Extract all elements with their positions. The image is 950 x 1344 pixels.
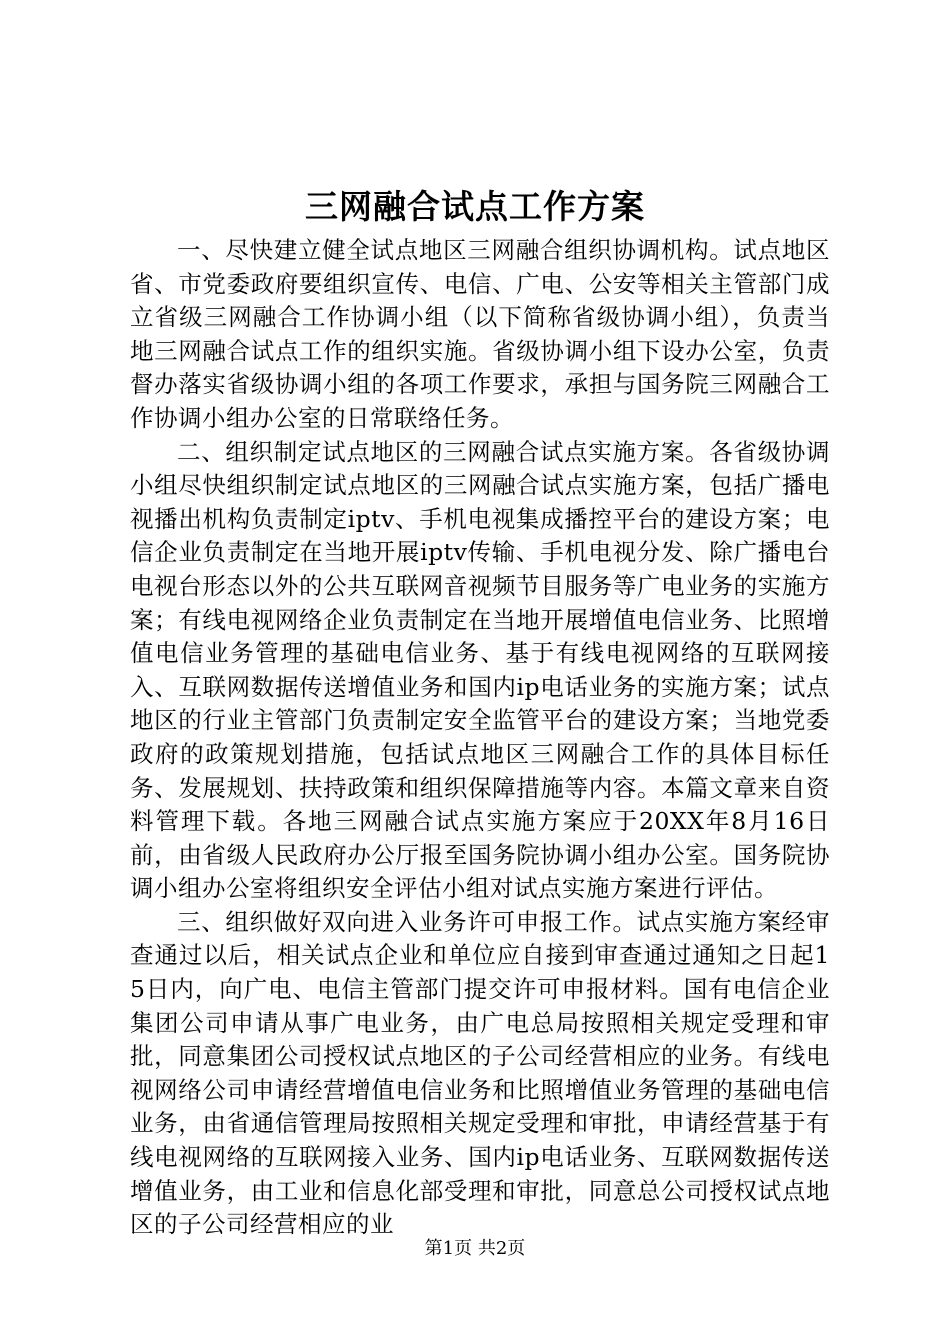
page-number-footer: 第1页 共2页: [424, 1238, 526, 1259]
paragraph-1: 一、尽快建立健全试点地区三网融合组织协调机构。试点地区省、市党委政府要组织宣传、电信、广电、公安等相关主管部门成立省级三网融合工作协调小组（以下简称省级协调小组），负责当地三网融合试点工作的组织实施。省级协调小组下设办公室，负责督办落实省级协调小组的各项工作要求，承担与国务院三网融合工作协调小组办公室的日常联络任务。: [130, 236, 830, 432]
paragraph-2: 二、组织制定试点地区的三网融合试点实施方案。各省级协调小组尽快组织制定试点地区的三网融合试点实施方案，包括广播电视播出机构负责制定iptv、手机电视集成播控平台的建设方案；电信企业负责制定在当地开展iptv传输、手机电视分发、除广播电台电视台形态以外的公共互联网音视频节目服务等广电业务的实施方案；有线电视网络企业负责制定在当地开展增值电信业务、比照增值电信业务管理的基础电信业务、基于有线电视网络的互联网接入、互联网数据传送增值业务和国内ip电话业务的实施方案；试点地区的行业主管部门负责制定安全监管平台的建设方案；当地党委政府的政策规划措施，包括试点地区三网融合工作的具体目标任务、发展规划、扶持政策和组织保障措施等内容。本篇文章来自资料管理下载。各地三网融合试点实施方案应于20XX年8月16日前，由省级人民政府办公厅报至国务院协调小组办公室。国务院协调小组办公室将组织安全评估小组对试点实施方案进行评估。: [130, 437, 830, 903]
document-title: 三网融合试点工作方案: [305, 187, 645, 226]
document-body: [130, 234, 830, 1242]
paragraph-3: 三、组织做好双向进入业务许可申报工作。试点实施方案经审查通过以后，相关试点企业和单位应自接到审查通过通知之日起15日内，向广电、电信主管部门提交许可申报材料。国有电信企业集团公司申请从事广电业务，由广电总局按照相关规定受理和审批，同意集团公司授权试点地区的子公司经营相应的业务。有线电视网络公司申请经营增值电信业务和比照增值业务管理的基础电信业务，由省通信管理局按照相关规定受理和审批，申请经营基于有线电视网络的互联网接入业务、国内ip电话业务、互联网数据传送增值业务，由工业和信息化部受理和审批，同意总公司授权试点地区的子公司经营相应的业: [130, 907, 830, 1239]
